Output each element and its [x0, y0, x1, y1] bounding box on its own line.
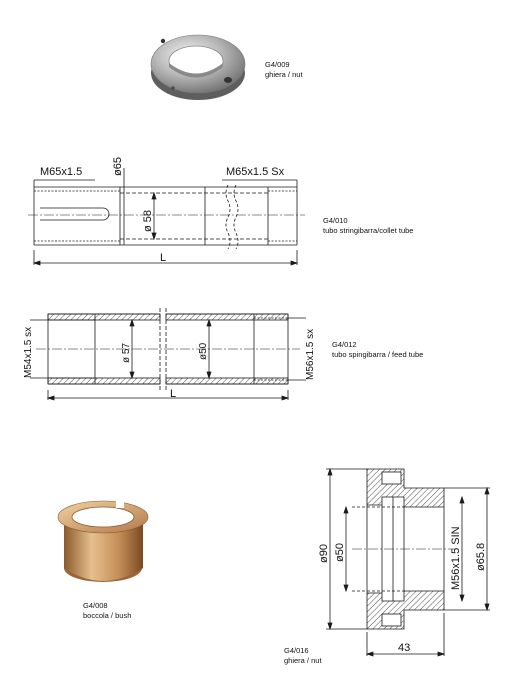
feed-thread-left: M54x1.5 sx — [23, 326, 34, 378]
collet-thread-left: M65x1.5 — [40, 166, 83, 178]
caption-code: G4/009 — [265, 60, 290, 69]
bush-photo — [58, 499, 148, 582]
feed-thread-right: M56x1.5 sx — [305, 328, 316, 380]
nut-photo — [151, 35, 245, 100]
collet-length: L — [160, 252, 167, 264]
feed-bore-small: ø50 — [198, 342, 209, 360]
caption-collet-tube — [323, 216, 413, 236]
nut-width: 43 — [398, 642, 411, 654]
caption-code: G4/012 — [332, 340, 357, 349]
collet-tube-drawing — [28, 168, 305, 265]
caption-bush — [83, 601, 131, 621]
nut-outer-dia: ø90 — [318, 544, 330, 563]
collet-bore-dia: ø 58 — [142, 209, 154, 232]
feed-bore-large: ø 57 — [121, 342, 132, 363]
nut-thread: M56x1.5 SIN — [450, 526, 462, 590]
caption-nut-bottom — [284, 646, 322, 666]
caption-code: G4/008 — [83, 601, 108, 610]
caption-desc: ghiera / nut — [265, 70, 303, 79]
caption-desc: ghiera / nut — [284, 656, 322, 665]
caption-desc: tubo spingibarra / feed tube — [332, 350, 424, 359]
feed-tube-drawing — [30, 308, 306, 400]
nut-bore-dia: ø50 — [334, 543, 346, 562]
feed-length: L — [170, 388, 177, 400]
caption-desc: tubo stringibarra/collet tube — [323, 226, 414, 235]
nut-section-drawing — [326, 469, 490, 656]
caption-desc: boccola / bush — [83, 611, 132, 620]
nut-hub-dia: ø65.8 — [475, 542, 487, 571]
caption-feed-tube — [332, 340, 423, 360]
collet-outer-dia: ø65 — [112, 157, 124, 176]
caption-nut-top — [265, 60, 303, 80]
caption-code: G4/016 — [284, 646, 309, 655]
collet-thread-right: M65x1.5 Sx — [226, 166, 285, 178]
caption-code: G4/010 — [323, 216, 348, 225]
